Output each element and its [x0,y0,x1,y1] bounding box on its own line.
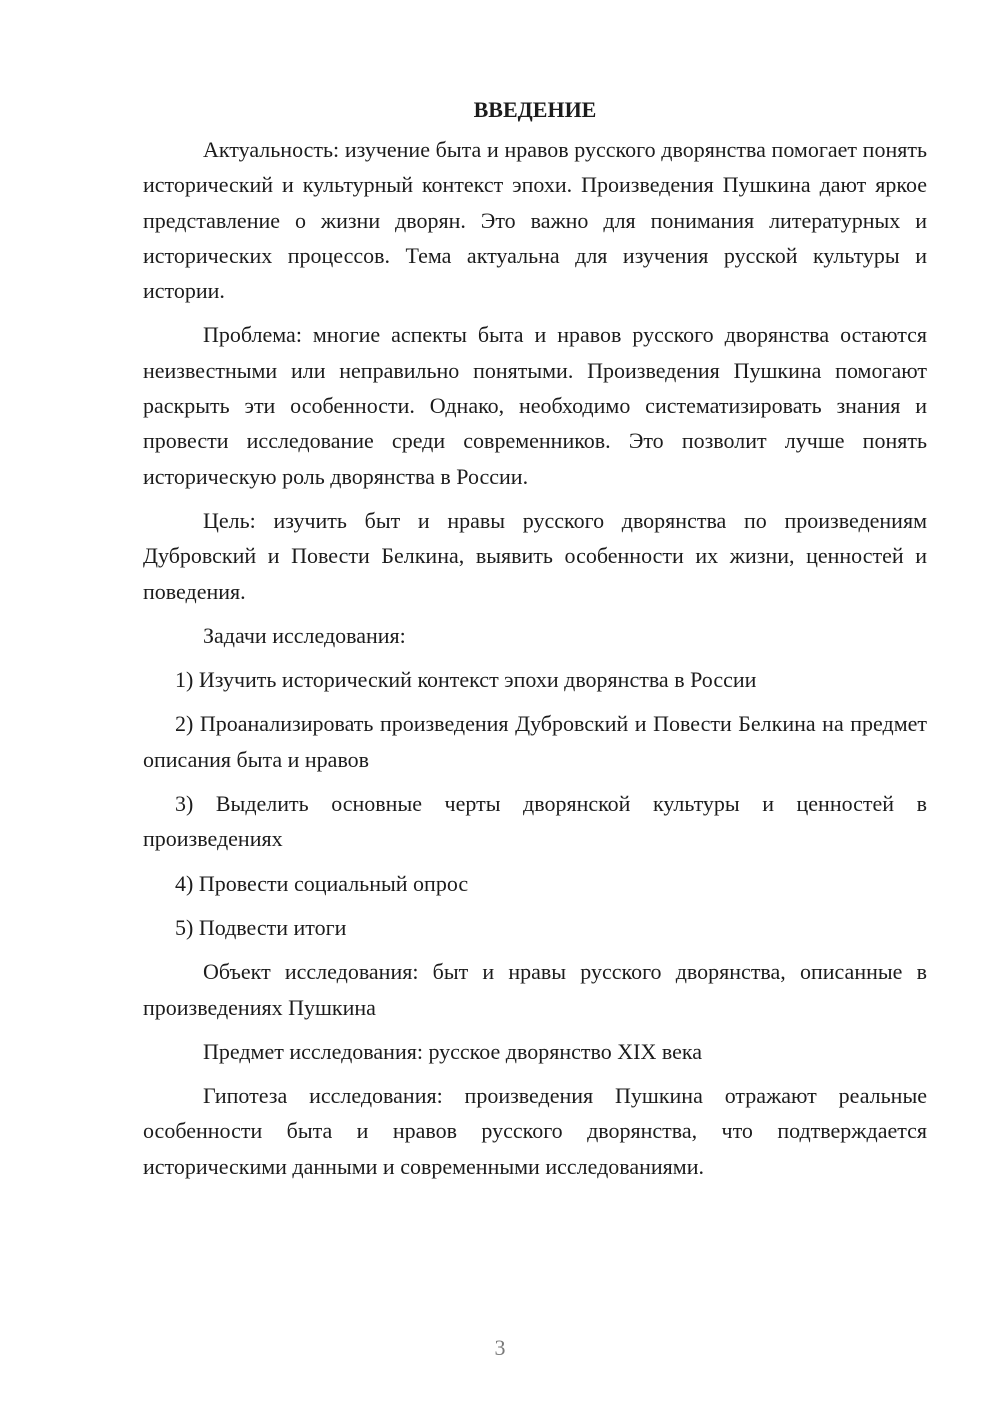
page-content [143,92,927,1193]
subject-paragraph: Предмет исследования: русское дворянство XIX века [203,1038,702,1064]
task-item: 4) Провести социальный опрос [175,870,469,896]
task-item: 2) Проанализировать произведения Дубровский и Повести Белкина на предмет описания быта и нравов [143,711,927,772]
page-number: 3 [494,1335,506,1360]
section-heading: ВВЕДЕНИЕ [473,97,597,122]
task-item: 5) Подвести итоги [175,914,347,940]
task-item: 3) Выделить основные черты дворянской культуры и ценностей в произведениях [143,791,927,852]
problem-paragraph: Проблема: многие аспекты быта и нравов русского дворянства остаются неизвестными или неправильно понятыми. Произведения Пушкина помогают раскрыть эти особенности. Однако, необходимо систематизировать знания и провести исследование среди современников. Это позволит лучше понять историческую роль дворянства в России. [143,322,927,489]
goal-paragraph: Цель: изучить быт и нравы русского дворянства по произведениям Дубровский и Повести Белкина, выявить особенности их жизни, ценностей и поведения. [143,507,927,604]
relevance-paragraph: Актуальность: изучение быта и нравов русского дворянства помогает понять исторический и культурный контекст эпохи. Произведения Пушкина дают яркое представление о жизни дворян. Это важно для понимания литературных и исторических процессов. Тема актуальна для изучения русской культуры и истории. [143,137,927,304]
tasks-heading: Задачи исследования: [203,622,406,648]
object-paragraph: Объект исследования: быт и нравы русского дворянства, описанные в произведениях Пушкина [143,959,927,1020]
task-item: 1) Изучить исторический контекст эпохи дворянства в России [175,667,757,693]
hypothesis-paragraph: Гипотеза исследования: произведения Пушкина отражают реальные особенности быта и нравов русского дворянства, что подтверждается историческими данными и современными исследованиями. [143,1083,927,1179]
